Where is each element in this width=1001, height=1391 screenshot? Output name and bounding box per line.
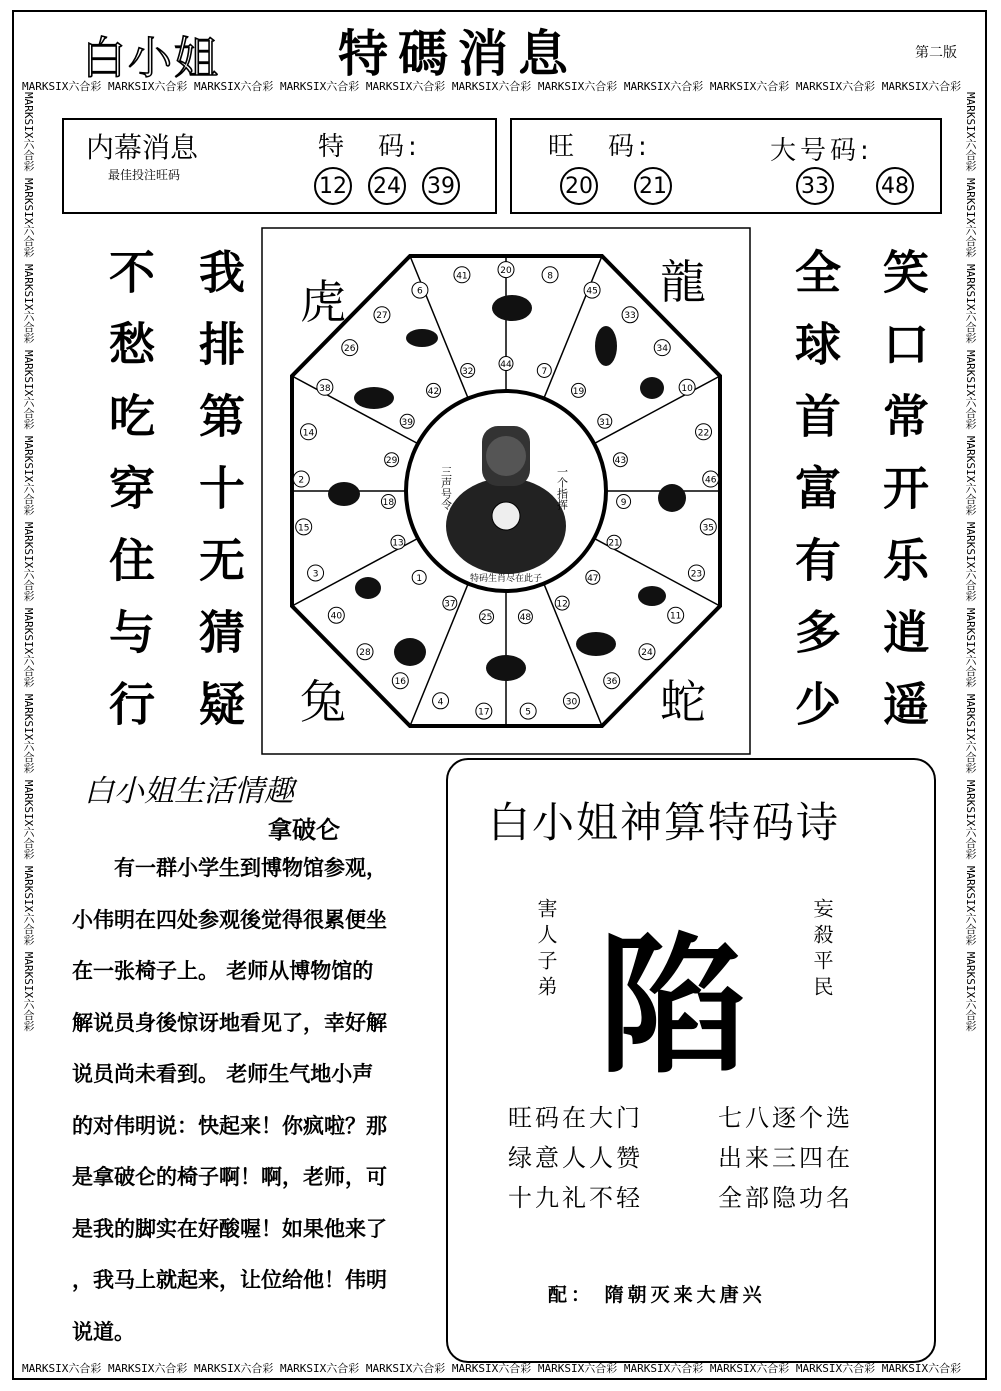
humor-line: 有一群小学生到博物馆参观，	[72, 856, 387, 880]
inner-number-label: 37	[444, 599, 456, 610]
big-number-label: 大号码:	[770, 136, 873, 166]
outer-number-label: 15	[297, 523, 310, 534]
outer-number-label: 35	[702, 523, 715, 534]
outer-number-label: 41	[456, 271, 468, 282]
verse-right-1: 七八逐个选	[718, 1104, 853, 1132]
special-number-ball: 12	[314, 167, 352, 205]
outer-number-label: 45	[586, 286, 598, 297]
corner-glyph-bottom-left: 兔	[300, 675, 346, 729]
poem-big-character: 陷	[598, 918, 749, 1094]
outer-number-label: 34	[656, 344, 668, 355]
inner-number-label: 1	[416, 573, 423, 584]
verse-left-2: 绿意人人赞	[508, 1144, 643, 1172]
inner-number-label: 7	[541, 366, 548, 377]
ox-icon	[492, 295, 532, 321]
inner-number-label: 31	[599, 417, 611, 428]
slogan-right-inner: 全球首富有多少	[788, 248, 842, 752]
outer-number-label: 24	[641, 648, 653, 659]
zodiac-wheel	[260, 226, 752, 756]
outer-number-label: 11	[669, 611, 682, 622]
outer-number-label: 8	[547, 271, 553, 282]
humor-line: 是我的脚实在好酸喔！如果他来了	[72, 1216, 387, 1241]
inner-number-label: 13	[392, 538, 404, 549]
border-strip-left: MARKSIX六合彩 MARKSIX六合彩 MARKSIX六合彩 MARKSIX六合彩 MARKSIX六合彩 MARKSIX六合彩 MARKSIX六合彩 MARKSIX六合彩 MARKSIX六合彩 MARKSIX六合彩 MARKSIX六合彩	[22, 92, 35, 1032]
wang-number-ball: 21	[634, 167, 672, 205]
poem-left-side: 害人子弟	[534, 898, 558, 1002]
inner-number-label: 42	[427, 386, 440, 397]
inner-number-label: 44	[500, 360, 512, 371]
outer-number-label: 22	[697, 428, 710, 439]
special-number-ball: 24	[368, 167, 406, 205]
poem-pei-line: 配： 隋朝灭来大唐兴	[548, 1284, 766, 1306]
outer-number-label: 30	[565, 697, 578, 708]
outer-number-label: 33	[624, 311, 636, 322]
border-strip-bottom: MARKSIX六合彩 MARKSIX六合彩 MARKSIX六合彩 MARKSIX六合彩 MARKSIX六合彩 MARKSIX六合彩 MARKSIX六合彩 MARKSIX六合彩 MARKSIX六合彩 MARKSIX六合彩 MARKSIX六合彩	[22, 1362, 962, 1375]
inner-number-label: 47	[587, 573, 599, 584]
humor-line: 说员尚未看到。 老师生气地小声	[72, 1062, 374, 1086]
outer-number-label: 4	[437, 697, 444, 708]
inner-number-label: 9	[620, 498, 627, 509]
humor-body	[72, 843, 417, 1358]
rat-icon	[406, 329, 438, 347]
slogan-left-outer: 不愁吃穿住与行	[102, 248, 156, 752]
humor-line: 解说员身後惊讶地看见了，幸好解	[72, 1010, 387, 1035]
outer-number-label: 40	[330, 611, 343, 622]
edition-label: 第二版	[915, 45, 957, 61]
goat-icon	[486, 655, 526, 681]
inner-right-text: 一个指挥	[555, 466, 569, 510]
outer-number-label: 28	[359, 648, 371, 659]
tiger-icon	[595, 326, 617, 366]
inner-number-label: 39	[401, 417, 413, 428]
corner-glyph-bottom-right: 蛇	[660, 675, 706, 729]
inner-number-label: 25	[480, 613, 493, 624]
inner-number-label: 18	[382, 498, 395, 509]
inner-number-label: 12	[556, 599, 568, 610]
verse-right-3: 全部隐功名	[718, 1184, 853, 1212]
insider-title: 内幕消息	[86, 131, 199, 164]
inner-number-label: 19	[572, 386, 585, 397]
outer-number-label: 10	[681, 383, 693, 394]
big-number-ball: 33	[796, 167, 834, 205]
inner-number-label: 48	[519, 613, 532, 624]
outer-number-label: 38	[319, 383, 331, 394]
dragon-icon	[658, 484, 686, 512]
insider-subtitle: 最佳投注旺码	[108, 168, 181, 182]
humor-line: 说道。	[72, 1319, 135, 1344]
poem-title: 白小姐神算特码诗	[488, 798, 841, 847]
outer-number-label: 14	[302, 428, 315, 439]
outer-number-label: 27	[376, 311, 388, 322]
snake-icon	[638, 586, 666, 606]
inner-left-text: 三声号令	[439, 466, 453, 510]
outer-number-label: 3	[312, 569, 319, 580]
humor-line: 的对伟明说：快起来！你疯啦？那	[72, 1113, 387, 1138]
dog-icon	[328, 482, 360, 506]
inner-number-label: 29	[385, 456, 398, 467]
wang-label: 旺 码:	[548, 132, 651, 162]
humor-line: 是拿破仑的椅子啊！啊，老师，可	[72, 1165, 387, 1189]
inner-number-label: 32	[461, 366, 474, 377]
rabbit-icon	[640, 377, 664, 399]
rooster-icon	[355, 577, 381, 599]
outer-number-label: 46	[704, 475, 717, 486]
wang-number-ball: 20	[560, 167, 598, 205]
big-number-ball: 48	[876, 167, 914, 205]
outer-number-label: 6	[417, 286, 423, 297]
pig-icon	[354, 387, 394, 409]
poem-right-side: 妄殺平民	[810, 898, 834, 1002]
special-label: 特 码:	[318, 132, 421, 162]
slogan-left-inner: 我排第十无猜疑	[192, 248, 246, 752]
outer-number-label: 20	[500, 266, 512, 277]
outer-number-label: 16	[394, 677, 407, 688]
page-title: 特碼消息	[338, 25, 578, 83]
border-strip-right: MARKSIX六合彩 MARKSIX六合彩 MARKSIX六合彩 MARKSIX六合彩 MARKSIX六合彩 MARKSIX六合彩 MARKSIX六合彩 MARKSIX六合彩 MARKSIX六合彩 MARKSIX六合彩 MARKSIX六合彩	[964, 92, 977, 1032]
verse-left-3: 十九礼不轻	[508, 1184, 643, 1212]
humor-title: 白小姐生活情趣	[84, 774, 294, 809]
outer-number-label: 2	[298, 475, 305, 486]
special-number-ball: 39	[422, 167, 460, 205]
outer-number-label: 36	[605, 677, 618, 688]
humor-author: 拿破仑	[268, 816, 340, 844]
border-strip-top: MARKSIX六合彩 MARKSIX六合彩 MARKSIX六合彩 MARKSIX六合彩 MARKSIX六合彩 MARKSIX六合彩 MARKSIX六合彩 MARKSIX六合彩 MARKSIX六合彩 MARKSIX六合彩 MARKSIX六合彩	[22, 80, 962, 93]
humor-line: 在一张椅子上。 老师从博物馆的	[72, 959, 374, 983]
inner-number-label: 43	[614, 456, 627, 467]
outer-number-label: 17	[478, 707, 490, 718]
outer-number-label: 23	[690, 569, 703, 580]
verse-left-1: 旺码在大门	[508, 1104, 643, 1132]
corner-glyph-top-right: 龍	[660, 255, 706, 309]
slogan-right-outer: 笑口常开乐逍遥	[876, 248, 930, 752]
humor-line: 小伟明在四处参观後觉得很累便坐	[72, 907, 387, 932]
logo-text: 白小姐	[82, 33, 220, 84]
monkey-icon	[394, 638, 426, 666]
outer-number-label: 5	[525, 707, 532, 718]
inner-number-label: 21	[608, 538, 620, 549]
verse-right-2: 出来三四在	[718, 1144, 853, 1172]
horse-icon	[576, 632, 616, 656]
corner-glyph-top-left: 虎	[300, 275, 346, 329]
inner-bottom-text: 特码生肖尽在此子	[469, 574, 543, 584]
outer-number-label: 26	[344, 344, 356, 355]
humor-line: ，我马上就起来，让位给他！伟明	[72, 1268, 387, 1292]
